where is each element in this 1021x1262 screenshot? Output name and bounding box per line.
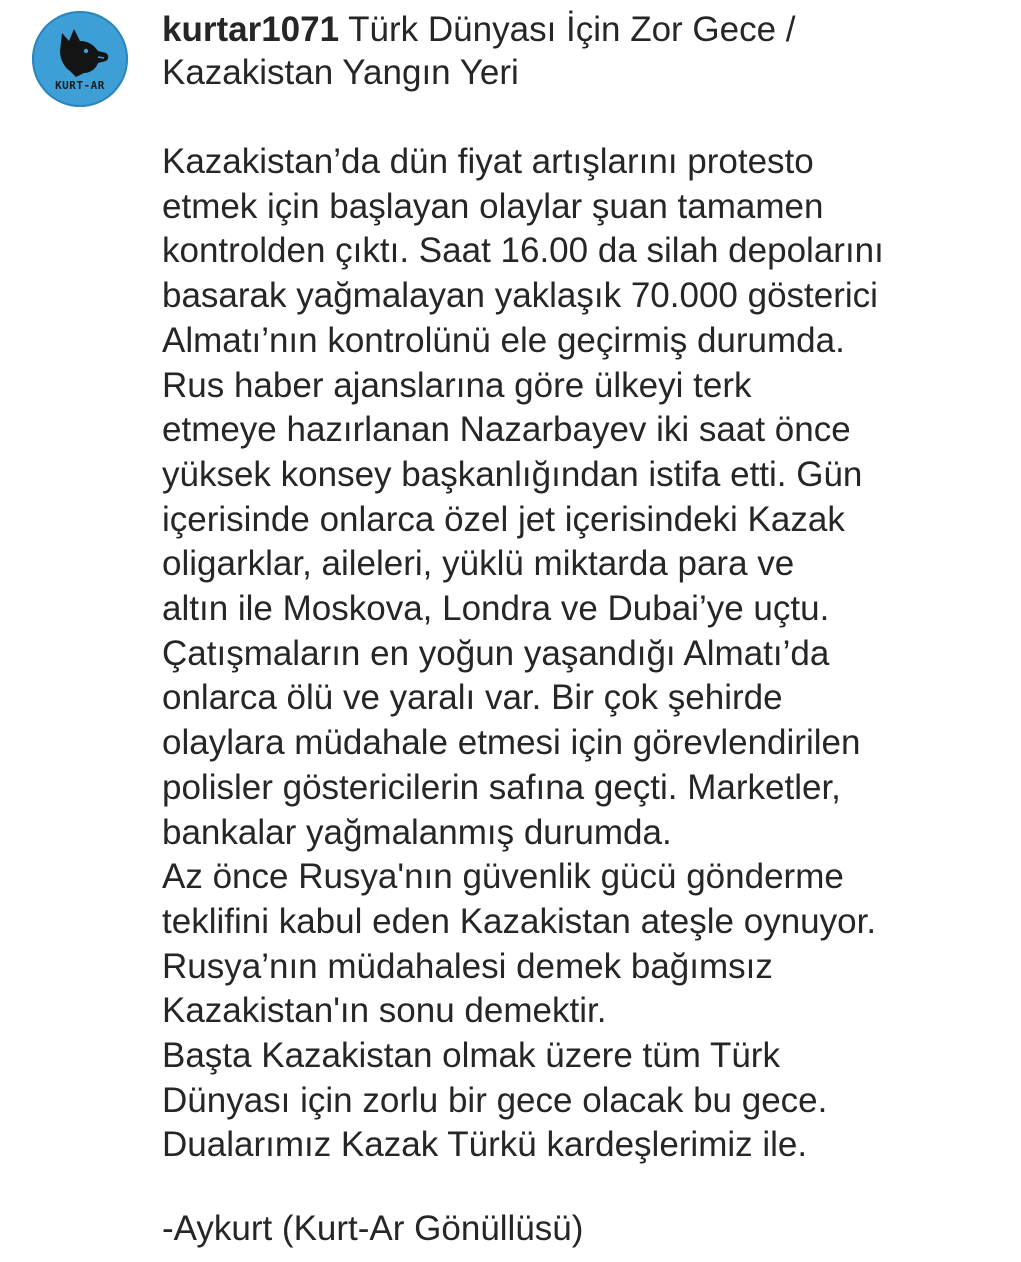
- wolf-head-icon: [32, 11, 128, 107]
- caption-body: Kazakistan’da dün fiyat artışlarını protesto etmek için başlayan olaylar şuan tamamen kontrolden çıktı. Saat 16.00 da silah depolarını basarak yağmalayan yaklaşık 70.000 gösterici Almatı’nın kontrolünü ele geçirmiş durumda. Rus haber ajanslarına göre ülkeyi terk etmeye hazırlanan Nazarbayev iki saat önce yüksek konsey başkanlığından istifa etti. Gün içerisinde onlarca özel jet içerisindeki Kazak oligarklar, aileleri, yüklü miktarda para ve altın ile Moskova, Londra ve Dubai’ye uçtu. Çatışmaların en yoğun yaşandığı Almatı’da onlarca ölü ve yaralı var. Bir çok şehirde olaylara müdahale etmesi için görevlendirilen polisler göstericilerin safına geçti. Marketler, bankalar yağmalanmış durumda. Az önce Rusya'nın güvenlik gücü gönderme teklifini kabul eden Kazakistan ateşle oynuyor. Rusya’nın müdahalesi demek bağımsız Kazakistan'ın sonu demektir. Başta Kazakistan olmak üzere tüm Türk Dünyası için zorlu bir gece olacak bu gece. Dualarımız Kazak Türkü kardeşlerimiz ile.: [162, 142, 884, 1165]
- post-title: Türk Dünyası İçin Zor Gece / Kazakistan Yangın Yeri: [162, 10, 796, 92]
- caption-signature: -Aykurt (Kurt-Ar Gönüllüsü): [162, 1209, 584, 1248]
- avatar[interactable]: [32, 11, 128, 107]
- username-link[interactable]: kurtar1071: [162, 10, 340, 49]
- caption-header: [162, 8, 982, 94]
- avatar-badge-text: KURT-AR: [55, 79, 105, 92]
